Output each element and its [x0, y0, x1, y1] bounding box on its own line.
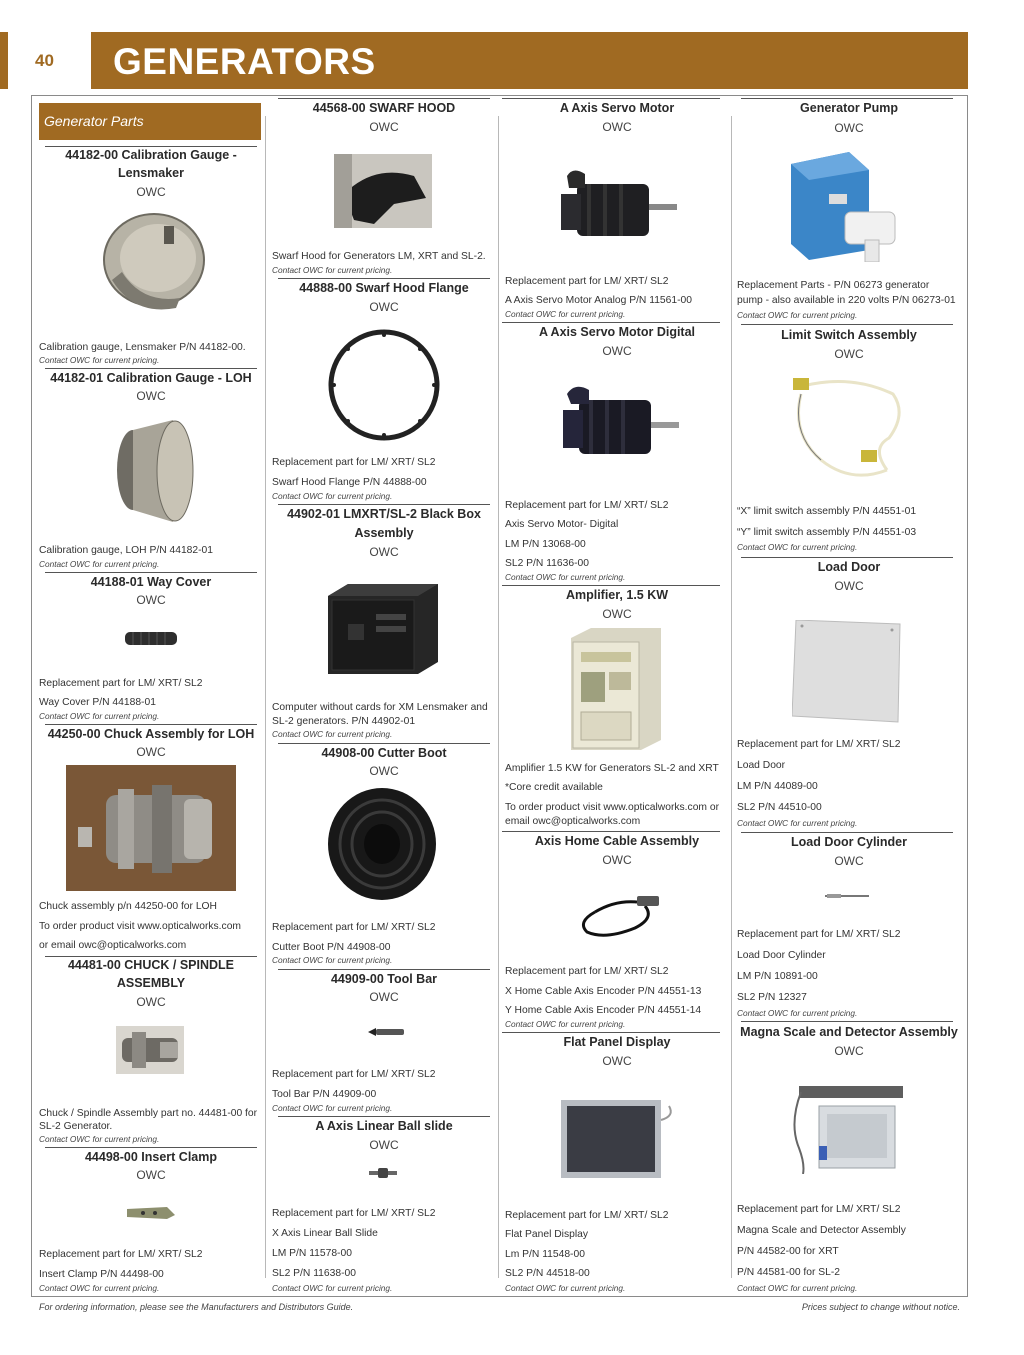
item-desc: pump - also available in 220 volts P/N 06273-01 [737, 295, 956, 306]
item-desc: Replacement part for LM/ XRT/ SL2 [737, 1204, 901, 1215]
item-desc: SL2 P/N 44518-00 [505, 1268, 590, 1279]
pricing-note: Contact OWC for current pricing. [39, 355, 160, 365]
item-title: Axis Home Cable Assembly [534, 834, 700, 848]
item-desc: SL2 P/N 44510-00 [737, 802, 822, 813]
pricing-note: Contact OWC for current pricing. [272, 491, 393, 501]
item-desc: *Core credit available [505, 782, 603, 793]
item-desc: SL-2 Generator. [39, 1121, 113, 1132]
item-desc: Magna Scale and Detector Assembly [737, 1225, 906, 1236]
item-desc: Replacement part for LM/ XRT/ SL2 [737, 929, 901, 940]
tool-bar-image [368, 1026, 404, 1038]
item-desc: Calibration gauge, Lensmaker P/N 44182-00. [39, 342, 246, 353]
item-desc: X Axis Linear Ball Slide [272, 1228, 378, 1239]
black-box-image [328, 584, 438, 674]
divider [741, 324, 953, 325]
item-desc: Computer without cards for XM Lensmaker and [272, 702, 488, 713]
calibration-gauge-loh-image [103, 410, 199, 530]
pricing-note: Contact OWC for current pricing. [39, 711, 160, 721]
amplifier-image [571, 628, 661, 750]
item-title: 44188-01 Way Cover [90, 575, 212, 589]
item-title: 44888-00 Swarf Hood Flange [299, 281, 469, 295]
item-desc: Tool Bar P/N 44909-00 [272, 1089, 377, 1100]
item-title: Generator Pump [800, 101, 898, 115]
item-title: 44481-00 CHUCK / SPINDLE [67, 958, 235, 972]
item-desc: Way Cover P/N 44188-01 [39, 697, 156, 708]
item-title: 44909-00 Tool Bar [330, 972, 438, 986]
item-desc: Swarf Hood for Generators LM, XRT and SL-2. [272, 251, 486, 262]
footer-price-notice: Prices subject to change without notice. [801, 1302, 960, 1312]
pricing-note: Contact OWC for current pricing. [505, 572, 626, 582]
item-desc: Replacement part for LM/ XRT/ SL2 [505, 1210, 669, 1221]
swarf-hood-image [334, 154, 432, 228]
pricing-note: Contact OWC for current pricing. [39, 1134, 160, 1144]
item-title: Load Door [817, 560, 881, 574]
column-divider [731, 116, 732, 1278]
item-desc: Amplifier 1.5 KW for Generators SL-2 and XRT [505, 763, 719, 774]
item-vendor: OWC [136, 995, 166, 1009]
item-desc: Replacement part for LM/ XRT/ SL2 [505, 966, 669, 977]
item-title: Load Door Cylinder [791, 835, 907, 849]
item-desc: P/N 44581-00 for SL-2 [737, 1267, 841, 1278]
column-3 [505, 0, 729, 1355]
pricing-note: Contact OWC for current pricing. [505, 309, 626, 319]
item-vendor: OWC [602, 344, 632, 358]
servo-motor-image [559, 166, 677, 242]
pricing-note: Contact OWC for current pricing. [737, 1283, 858, 1293]
divider [741, 1021, 953, 1022]
home-cable-image [575, 892, 661, 938]
item-title: Limit Switch Assembly [781, 328, 917, 342]
item-desc: Replacement Parts - P/N 06273 generator [737, 280, 930, 291]
column-4 [737, 0, 961, 1355]
item-desc: LM P/N 13068-00 [505, 539, 586, 550]
item-vendor: OWC [602, 853, 632, 867]
pricing-note: Contact OWC for current pricing. [272, 955, 393, 965]
servo-motor-digital-image [559, 382, 679, 458]
item-desc: Insert Clamp P/N 44498-00 [39, 1269, 164, 1280]
item-desc: Replacement part for LM/ XRT/ SL2 [272, 1069, 436, 1080]
item-desc: Cutter Boot P/N 44908-00 [272, 942, 391, 953]
pricing-note: Contact OWC for current pricing. [39, 559, 160, 569]
item-title: Assembly [354, 526, 414, 540]
insert-clamp-image [127, 1205, 175, 1221]
chuck-assembly-image [66, 765, 236, 891]
item-title: 44182-00 Calibration Gauge - [65, 148, 237, 162]
item-desc: Replacement part for LM/ XRT/ SL2 [737, 739, 901, 750]
item-title: Amplifier, 1.5 KW [565, 588, 669, 602]
flat-panel-image [561, 1100, 677, 1180]
linear-ball-slide-image [369, 1166, 397, 1180]
generator-pump-image [789, 150, 901, 262]
pricing-note: Contact OWC for current pricing. [272, 1283, 393, 1293]
item-desc: or email owc@opticalworks.com [39, 940, 187, 951]
item-vendor: OWC [369, 1138, 399, 1152]
chuck-spindle-image [116, 1026, 184, 1074]
item-desc: Axis Servo Motor- Digital [505, 519, 619, 530]
pricing-note: Contact OWC for current pricing. [737, 542, 858, 552]
item-desc: Flat Panel Display [505, 1229, 588, 1240]
item-title: ASSEMBLY [116, 976, 186, 990]
item-vendor: OWC [602, 120, 632, 134]
item-desc: SL2 P/N 11636-00 [505, 558, 589, 569]
item-desc: “Y” limit switch assembly P/N 44551-03 [737, 527, 917, 538]
magna-scale-image [789, 1084, 909, 1174]
item-desc: SL2 P/N 12327 [737, 992, 807, 1003]
swarf-hood-flange-image [326, 327, 442, 443]
page-number: 40 [35, 50, 54, 70]
item-title: Lensmaker [117, 166, 184, 180]
item-vendor: OWC [136, 185, 166, 199]
item-vendor: OWC [369, 990, 399, 1004]
item-desc: Replacement part for LM/ XRT/ SL2 [39, 678, 203, 689]
item-title: 44568-00 SWARF HOOD [312, 101, 456, 115]
footer-ordering-info: For ordering information, please see the Manufacturers and Distributors Guide. [39, 1302, 354, 1312]
item-desc: “X” limit switch assembly P/N 44551-01 [737, 506, 917, 517]
item-desc: SL2 P/N 11638-00 [272, 1268, 356, 1279]
calibration-gauge-image [94, 208, 210, 318]
column-2 [272, 0, 496, 1355]
way-cover-image [125, 629, 177, 649]
item-desc: Chuck assembly p/n 44250-00 for LOH [39, 901, 217, 912]
column-1 [39, 0, 263, 1355]
cutter-boot-image [326, 786, 438, 902]
item-vendor: OWC [369, 545, 399, 559]
item-title: A Axis Servo Motor [559, 101, 675, 115]
item-desc: LM P/N 11578-00 [272, 1248, 352, 1259]
item-vendor: OWC [834, 347, 864, 361]
item-desc: Replacement part for LM/ XRT/ SL2 [272, 1208, 436, 1219]
item-desc: LM P/N 44089-00 [737, 781, 818, 792]
item-title: A Axis Servo Motor Digital [538, 325, 696, 339]
item-vendor: OWC [602, 1054, 632, 1068]
pricing-note: Contact OWC for current pricing. [737, 1008, 858, 1018]
item-desc: Replacement part for LM/ XRT/ SL2 [272, 922, 436, 933]
pricing-note: Contact OWC for current pricing. [272, 729, 393, 739]
item-vendor: OWC [834, 579, 864, 593]
item-title: Magna Scale and Detector Assembly [740, 1025, 958, 1039]
item-desc: To order product visit www.opticalworks.com or [505, 802, 720, 813]
item-desc: SL-2 generators. P/N 44902-01 [272, 716, 416, 727]
item-desc: LM P/N 10891-00 [737, 971, 818, 982]
item-title: 44908-00 Cutter Boot [321, 746, 447, 760]
item-desc: Chuck / Spindle Assembly part no. 44481-00 for [39, 1108, 258, 1119]
load-door-image [792, 620, 902, 724]
item-vendor: OWC [136, 745, 166, 759]
item-vendor: OWC [136, 389, 166, 403]
item-vendor: OWC [834, 1044, 864, 1058]
item-vendor: OWC [369, 764, 399, 778]
column-divider [265, 116, 266, 1278]
item-desc: To order product visit www.opticalworks.com [39, 921, 242, 932]
pricing-note: Contact OWC for current pricing. [272, 1103, 393, 1113]
item-desc: Load Door Cylinder [737, 950, 826, 961]
item-vendor: OWC [136, 593, 166, 607]
limit-switch-image [791, 374, 909, 492]
pricing-note: Contact OWC for current pricing. [737, 818, 858, 828]
item-title: Flat Panel Display [563, 1035, 671, 1049]
item-title: 44498-00 Insert Clamp [84, 1150, 217, 1164]
pricing-note: Contact OWC for current pricing. [272, 265, 393, 275]
load-door-cylinder-image [825, 893, 869, 899]
pricing-note: Contact OWC for current pricing. [505, 1283, 626, 1293]
item-desc: Replacement part for LM/ XRT/ SL2 [272, 457, 436, 468]
item-desc: Lm P/N 11548-00 [505, 1249, 585, 1260]
item-vendor: OWC [834, 121, 864, 135]
section-tab-label: Generator Parts [44, 113, 144, 129]
item-vendor: OWC [136, 1168, 166, 1182]
item-vendor: OWC [602, 607, 632, 621]
item-desc: Replacement part for LM/ XRT/ SL2 [505, 276, 669, 287]
item-desc: P/N 44582-00 for XRT [737, 1246, 839, 1257]
item-vendor: OWC [369, 300, 399, 314]
item-desc: A Axis Servo Motor Analog P/N 11561-00 [505, 295, 692, 306]
pricing-note: Contact OWC for current pricing. [39, 1283, 160, 1293]
column-divider [498, 116, 499, 1278]
item-desc: Y Home Cable Axis Encoder P/N 44551-14 [505, 1005, 702, 1016]
item-title: 44250-00 Chuck Assembly for LOH [47, 727, 255, 741]
item-desc: Swarf Hood Flange P/N 44888-00 [272, 477, 427, 488]
item-vendor: OWC [834, 854, 864, 868]
item-vendor: OWC [369, 120, 399, 134]
item-title: A Axis Linear Ball slide [315, 1119, 453, 1133]
item-desc: Replacement part for LM/ XRT/ SL2 [39, 1249, 203, 1260]
item-desc: email owc@opticalworks.com [505, 816, 641, 827]
item-desc: Load Door [737, 760, 786, 771]
item-desc: Replacement part for LM/ XRT/ SL2 [505, 500, 669, 511]
pricing-note: Contact OWC for current pricing. [737, 310, 858, 320]
item-title: 44902-01 LMXRT/SL-2 Black Box [287, 507, 481, 521]
item-desc: Calibration gauge, LOH P/N 44182-01 [39, 545, 214, 556]
item-title: 44182-01 Calibration Gauge - LOH [50, 371, 252, 385]
page-title: GENERATORS [113, 41, 376, 82]
item-desc: X Home Cable Axis Encoder P/N 44551-13 [505, 986, 702, 997]
pricing-note: Contact OWC for current pricing. [505, 1019, 626, 1029]
